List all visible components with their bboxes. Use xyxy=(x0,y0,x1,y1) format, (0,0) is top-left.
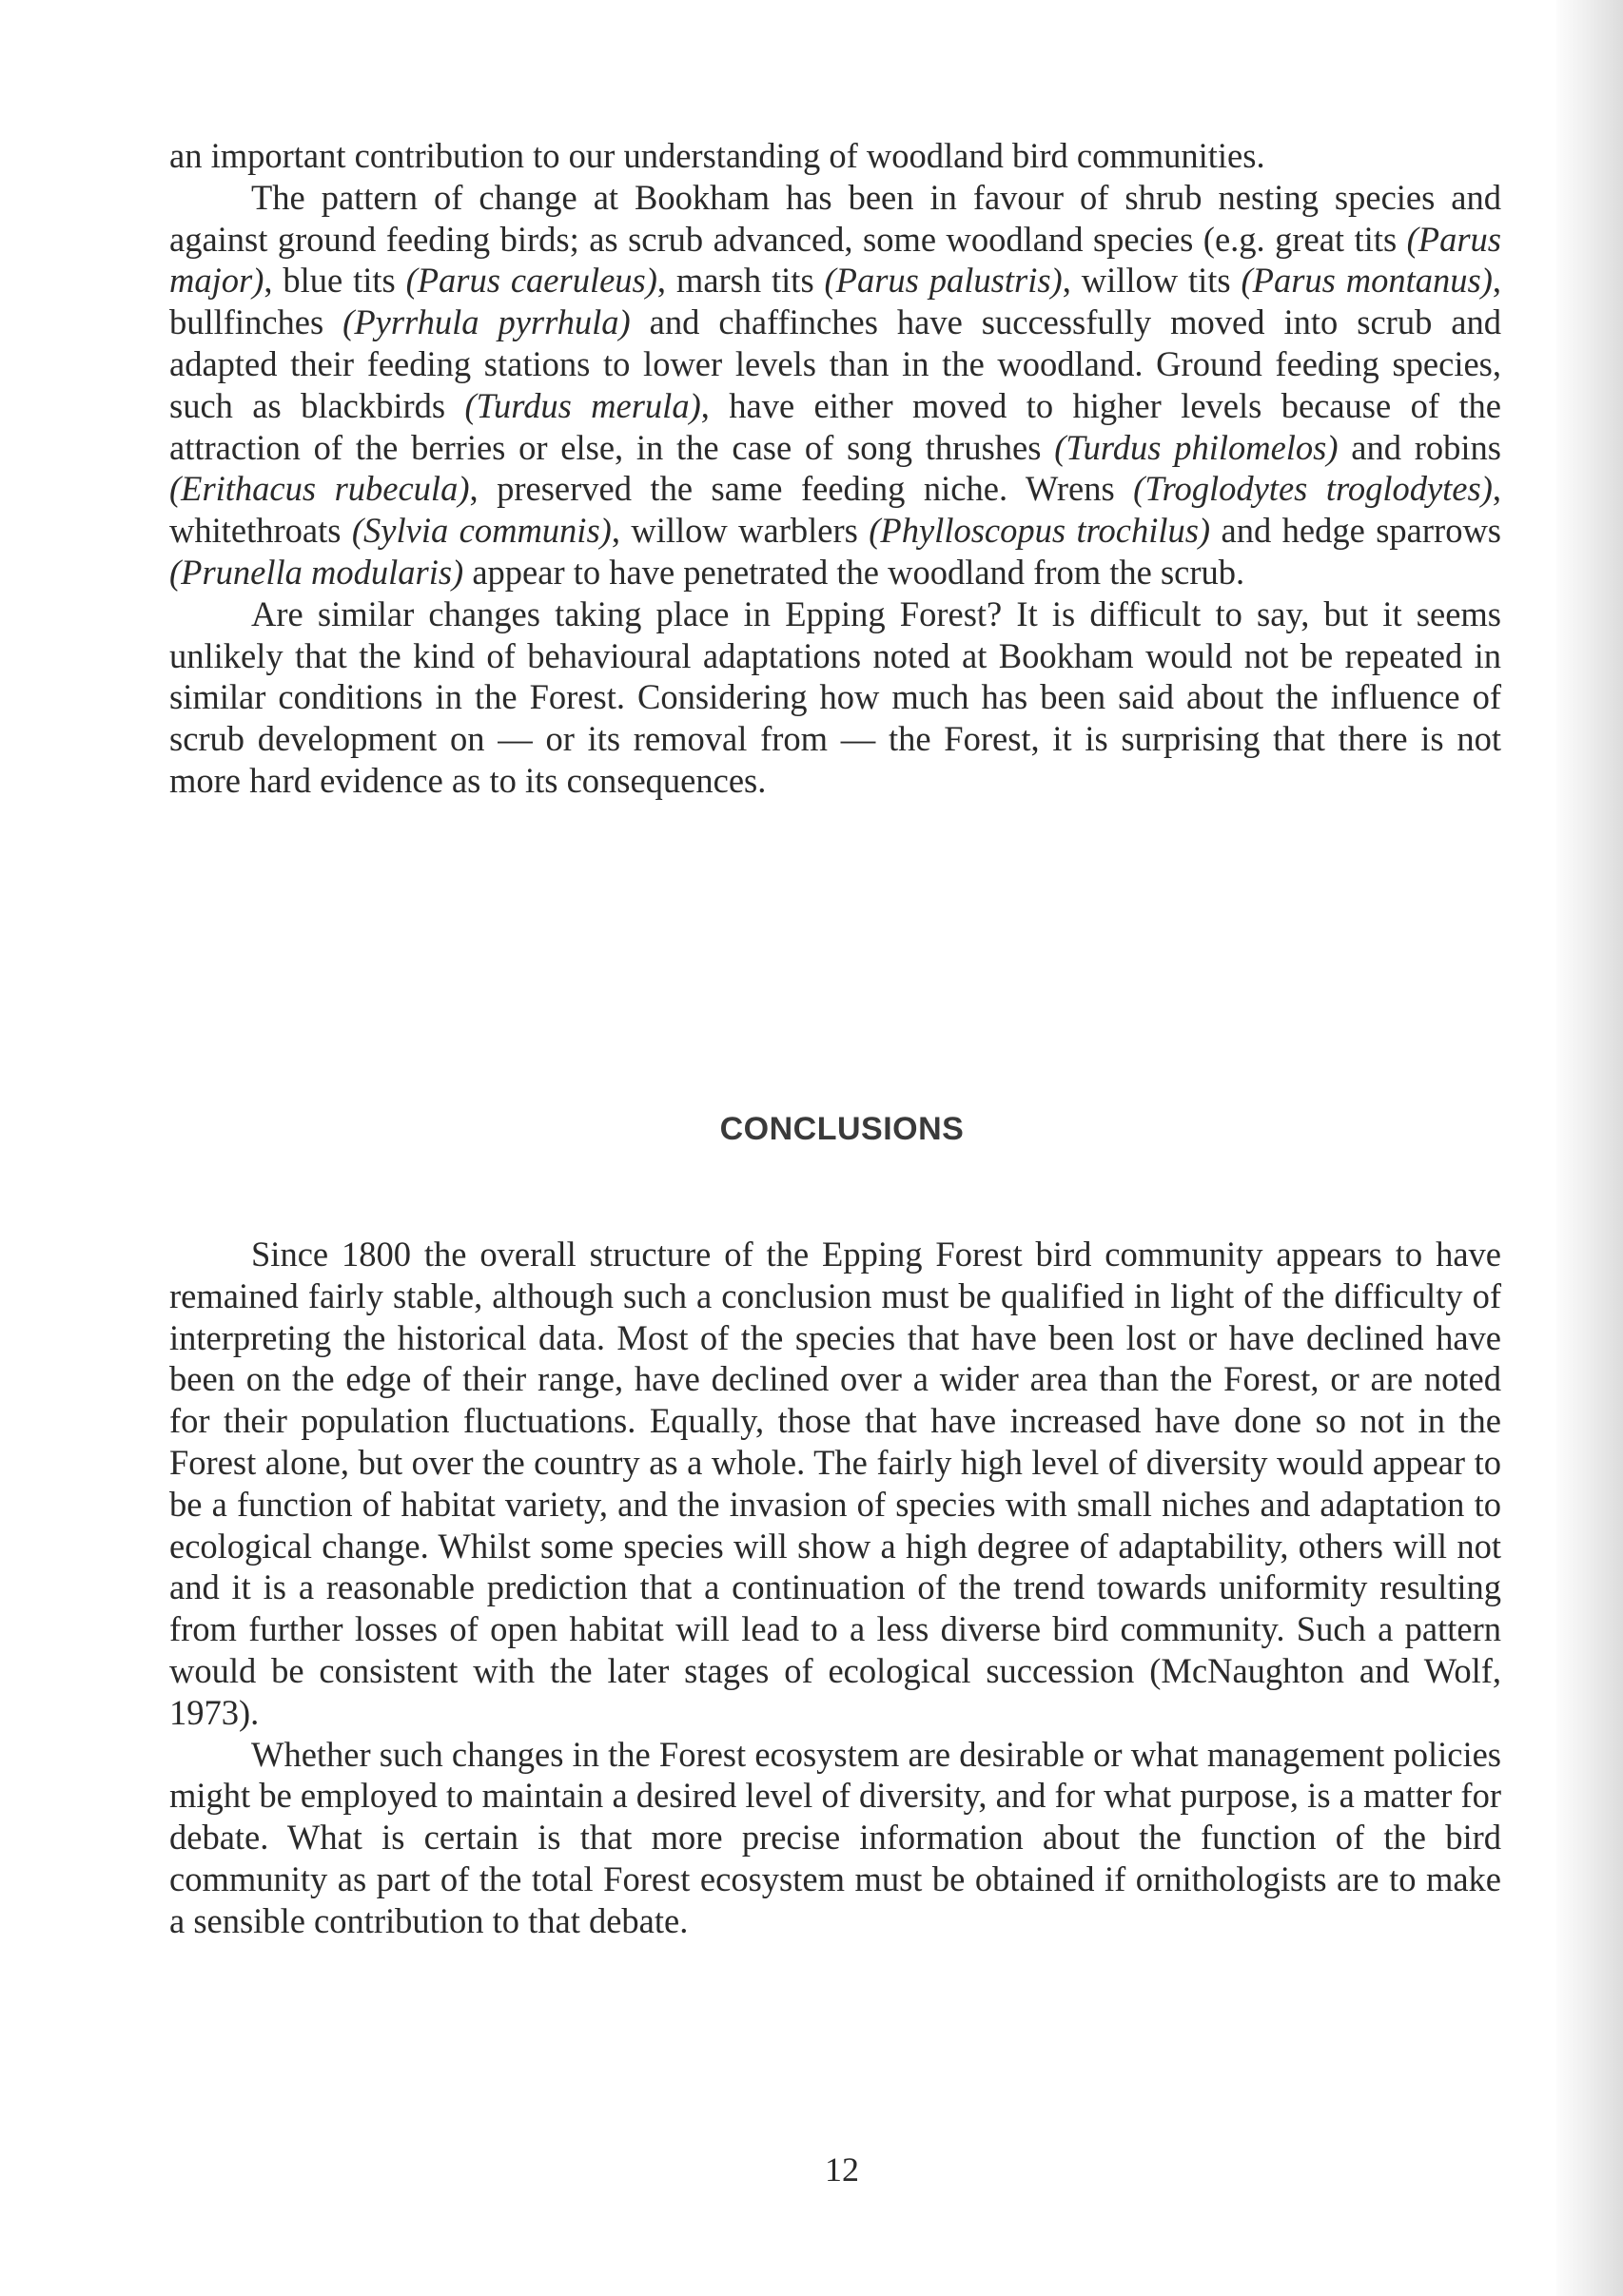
text-run: The pattern of change at Bookham has been in favour of shrub nesting species and against ground feeding birds; as scrub advanced, some woodland species (e.g. great tits xyxy=(169,177,1501,259)
text-run: , willow tits xyxy=(1062,261,1242,301)
section-heading-conclusions: CONCLUSIONS xyxy=(719,1111,965,1147)
paragraph-conclusions-debate: Whether such changes in the Forest ecosystem are desirable or what management policies might be employed to maintain a desired level of diversity, and for what purpose, is a matter for debate. What is certain is that more precise information about the function of the bird community as part of the total Forest ecosystem must be obtained if ornithologists are to make a sensible contribution to that debate. xyxy=(169,1734,1501,1940)
paragraph-continuation: an important contribution to our understanding of woodland bird communities. xyxy=(169,136,1265,175)
species-name: (Parus palustris) xyxy=(824,261,1063,301)
text-run: , bullfinches xyxy=(169,261,1501,342)
species-name: (Parus major) xyxy=(169,219,1501,301)
text-run: , blue tits xyxy=(264,261,406,301)
species-name: (Parus montanus) xyxy=(1241,261,1493,301)
species-name: (Sylvia communis) xyxy=(351,511,612,551)
species-name: (Troglodytes troglodytes) xyxy=(1133,469,1493,509)
text-run: appear to have penetrated the woodland from the scrub. xyxy=(463,552,1245,592)
text-run: and robins xyxy=(1338,427,1501,467)
text-run: , whitethroats xyxy=(169,469,1501,551)
species-name: (Prunella modularis) xyxy=(169,552,464,592)
paragraph-epping-question: Are similar changes taking place in Epping Forest? It is difficult to say, but it seems unlikely that the kind of behavioural adaptations noted at Bookham would not be repeated in similar conditions in the Forest. Considering how much has been said about the influence of scrub development on — or its removal from — the Forest, it is surprising that there is not more hard evidence as to its consequences. xyxy=(169,593,1501,800)
text-run: and chaffinches have successfully moved into scrub and adapted their feeding stations to lower levels than in the woodland. Ground feeding species, such as blackbirds xyxy=(169,302,1501,425)
text-run: and hedge sparrows xyxy=(1210,511,1502,551)
page-number: 12 xyxy=(825,2150,859,2189)
body-section-bookham xyxy=(169,135,1501,802)
text-run: , have either moved to higher levels because of the attraction of the berries or else, in the case of song thrushes xyxy=(169,385,1501,467)
paragraph-bookham-pattern xyxy=(169,177,1501,593)
body-section-conclusions xyxy=(169,1234,1501,1942)
species-name: (Turdus philomelos) xyxy=(1054,427,1339,467)
species-name: (Erithacus rubecula) xyxy=(169,469,470,509)
paragraph-conclusions-structure: Since 1800 the overall structure of the Epping Forest bird community appears to have remained fairly stable, although such a conclusion must be qualified in light of the difficulty of interpreting the historical data. Most of the species that have been lost or have declined have been on the edge of their range, have declined over a wider area than the Forest, or are noted for their population fluctuations. Equally, those that have increased have done so not in the Forest alone, but over the country as a whole. The fairly high level of diversity would appear to be a function of habitat variety, and the invasion of species with small niches and adaptation to ecological change. Whilst some species will show a high degree of adaptability, others will not and it is a reasonable prediction that a continuation of the trend towards uniformity resulting from further losses of open habitat will lead to a less diverse bird community. Such a pattern would be consistent with the later stages of ecological succession (McNaughton and Wolf, 1973). xyxy=(169,1235,1501,1732)
text-run: , willow warblers xyxy=(611,511,870,551)
species-name: (Phylloscopus trochilus) xyxy=(869,511,1211,551)
species-name: (Turdus merula) xyxy=(464,385,701,425)
species-name: (Parus caeruleus) xyxy=(405,261,657,301)
species-name: (Pyrrhula pyrrhula) xyxy=(342,302,631,342)
text-run: , marsh tits xyxy=(656,261,825,301)
text-run: , preserved the same feeding niche. Wrens xyxy=(469,469,1134,509)
